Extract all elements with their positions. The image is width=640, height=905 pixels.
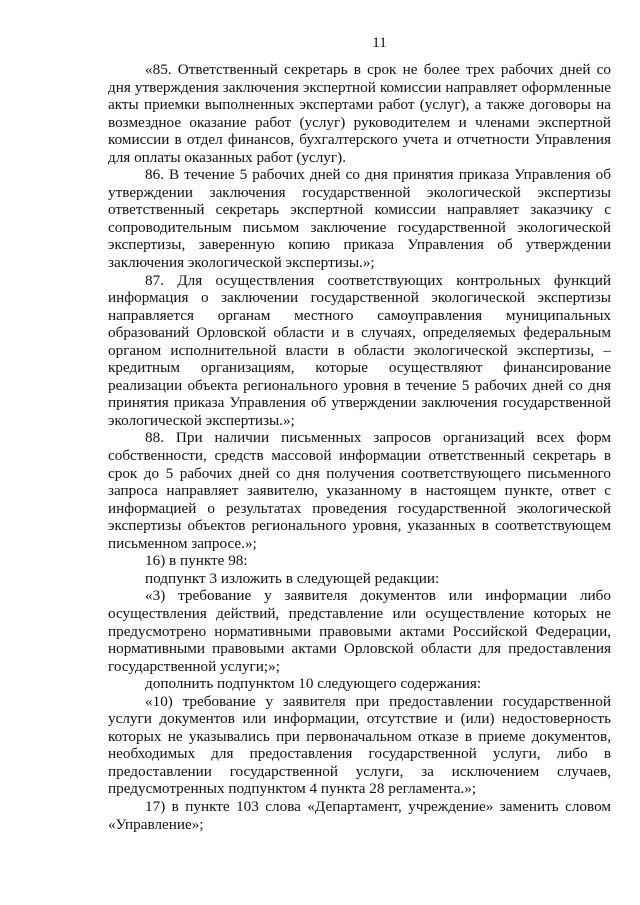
item-17: 17) в пункте 103 слова «Департамент, учреждение» заменить словом «Управление»; <box>108 797 611 833</box>
paragraph-86: 86. В течение 5 рабочих дней со дня принятия приказа Управления об утверждении заключения государственной экологической экспертизы ответственный секретарь экспертной комиссии направляет заказчику с сопроводительным письмом заключение государственной экологической экспертизы, заверенную копию приказа Управления об утверждении заключения экологической экспертизы.»; <box>108 166 611 272</box>
subitem-3-intro: подпункт 3 изложить в следующей редакции: <box>145 569 440 587</box>
subitem-10-text: «10) требование у заявителя при предоставлении государственной услуги документов или информации, отсутствие и (или) недостоверность которых не указывались при первоначальном отказе в приеме документов, необходимых для предоставления государственной услуги, либо в предоставлении государственной услуги, за исключением случаев, предусмотренных подпунктом 4 пункта 28 регламента.»; <box>108 692 611 798</box>
subitem-10-intro: дополнить подпунктом 10 следующего содержания: <box>145 675 482 693</box>
page-number: 11 <box>372 35 387 51</box>
item-16: 16) в пункте 98: <box>145 552 248 570</box>
paragraph-88: 88. При наличии письменных запросов организаций всех форм собственности, средств массовой информации ответственный секретарь в срок до 5 рабочих дней со дня получения соответствующего письменного запроса направляет заявителю, указанному в настоящем пункте, ответ с информацией о результатах проведения государственной экологической экспертизы объектов регионального уровня, указанных в соответствующем письменном запросе.»; <box>108 429 611 552</box>
subitem-3-text: «3) требование у заявителя документов или информации либо осуществления действий, представление или осуществление которых не предусмотрено нормативными правовыми актами Российской Федерации, нормативными правовыми актами Орловской области для предоставления государственной услуги;»; <box>108 587 611 675</box>
paragraph-85: «85. Ответственный секретарь в срок не более трех рабочих дней со дня утверждения заключения экспертной комиссии направляет оформленные акты приемки выполненных экспертами работ (услуг), а также договоры на возмездное оказание работ (услуг) руководителем и членами экспертной комиссии в отдел финансов, бухгалтерского учета и отчетности Управления для оплаты оказанных работ (услуг). <box>108 61 611 166</box>
paragraph-87: 87. Для осуществления соответствующих контрольных функций информация о заключении государственной экологической экспертизы направляется органам местного самоуправления муниципальных образований Орловской области и в случаях, определяемых федеральным органом исполнительной власти в области экологической экспертизы, – кредитным организациям, которые осуществляют финансирование реализации объекта регионального уровня в течение 5 рабочих дней со дня принятия приказа Управления об утверждении заключения государственной экологической экспертизы.»; <box>108 271 611 429</box>
